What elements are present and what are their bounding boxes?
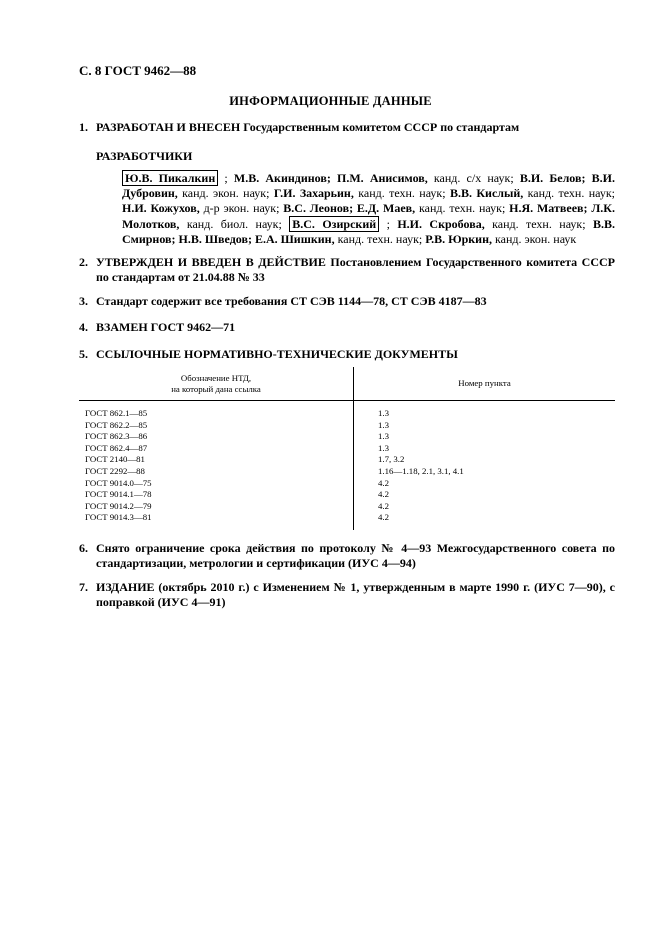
table-row [79,454,615,466]
clause-cell: 1.3 [378,408,389,418]
separator: ; [379,216,398,231]
developer-name: Н.И. Скробова, [397,216,485,231]
item-6 [79,541,615,571]
item-text: ИЗДАНИЕ (октябрь 2010 г.) с Изменением № 1, утвержденным в марте 1990 г. (ИУС 7—90), с поправкой (ИУС 4—91) [96,580,615,609]
doc-cell: ГОСТ 862.4—87 [79,443,354,455]
developer-name: Е.Д. Маев, [356,201,416,216]
developer-name-boxed: В.С. Озирский [289,216,379,232]
developer-name: Р.В. Юркин, [425,231,492,246]
developer-degree: канд. техн. наук; [353,186,450,201]
developer-degree: канд. техн. наук; [484,216,593,231]
item-text: ВЗАМЕН ГОСТ 9462—71 [96,320,236,334]
column-header-clause: Номер пункта [354,367,616,401]
developers-list [122,171,615,247]
table-row [79,489,615,501]
table-row [79,431,615,443]
column-header-line: на который дана ссылка [171,383,261,394]
developer-name: Л.К. Молотков, [122,201,615,231]
column-header-line: Обозначение НТД, [180,372,252,383]
clause-cell: 1.3 [378,419,389,430]
table-row [79,478,615,490]
developer-name: В.И. Дубровин, [122,171,615,201]
item-number: 7. [79,580,88,594]
item-text: Стандарт содержит все требования СТ СЭВ 1144—78, СТ СЭВ 4187—83 [96,294,487,308]
clause-cell: 1.7, 3.2 [378,454,405,465]
developer-name: П.М. Анисимов, [337,171,428,185]
item-2 [79,255,615,285]
document-title: ИНФОРМАЦИОННЫЕ ДАННЫЕ [229,94,432,108]
developer-degree: д-р экон. наук; [199,201,284,216]
doc-cell: ГОСТ 9014.2—79 [79,501,354,513]
developer-degree: канд. техн. наук; [523,186,616,201]
item-number: 1. [79,120,88,134]
doc-cell: ГОСТ 862.3—86 [79,431,354,443]
item-text: РАЗРАБОТАН И ВНЕСЕН Государственным комитетом СССР по стандартам [96,120,520,134]
clause-cell: 4.2 [378,512,389,523]
doc-cell: ГОСТ 2140—81 [79,454,354,466]
developer-degree: канд. экон. наук [492,231,577,246]
clause-cell: 4.2 [378,500,389,511]
item-number: 2. [79,255,88,269]
clause-cell: 4.2 [378,489,389,500]
developer-name: В.С. Леонов; [283,201,354,216]
developer-name: Н.В. Шведов; [178,231,252,246]
table-header-row [79,367,615,401]
table-row [79,443,615,455]
item-number: 6. [79,541,88,555]
clause-cell: 1.3 [378,442,389,453]
developer-name: М.В. Акиндинов; [233,171,331,185]
table-row [79,512,615,530]
developer-name-boxed: Ю.В. Пикалкин [122,170,218,186]
developers-heading: РАЗРАБОТЧИКИ [96,149,193,163]
developer-degree: канд. техн. наук; [334,231,426,246]
clause-cell: 4.2 [378,477,389,488]
doc-cell: ГОСТ 2292—88 [79,466,354,478]
page-header: С. 8 ГОСТ 9462—88 [79,63,197,78]
item-number: 3. [79,294,88,308]
doc-cell: ГОСТ 862.1—85 [79,401,354,420]
clause-cell: 1.16—1.18, 2.1, 3.1, 4.1 [378,465,464,476]
item-text: УТВЕРЖДЕН И ВВЕДЕН В ДЕЙСТВИЕ Постановлением Государственного комитета СССР по стандартам от 21.04.88 № 33 [96,255,615,284]
doc-cell: ГОСТ 862.2—85 [79,420,354,432]
doc-cell: ГОСТ 9014.0—75 [79,478,354,490]
developer-degree: канд. техн. наук; [415,201,510,216]
developer-name: В.В. Смирнов; [122,216,615,246]
item-text: Снято ограничение срока действия по протоколу № 4—93 Межгосударственного совета по стандартизации, метрологии и сертификации (ИУС 4—94) [96,541,615,570]
table-row [79,501,615,513]
table-row [79,420,615,432]
developer-degree: канд. с/х наук; [427,171,520,185]
item-number: 4. [79,320,88,334]
item-4 [79,320,615,335]
developer-name: Е.А. Шишкин, [254,231,335,246]
doc-cell: ГОСТ 9014.1—78 [79,489,354,501]
table-row [79,401,615,420]
clause-cell: 1.3 [378,431,389,442]
developer-name: В.И. Белов; [519,171,586,185]
references-table [79,367,615,530]
separator: ; [218,171,234,185]
table-row [79,466,615,478]
item-3 [79,294,615,309]
item-7 [79,580,615,610]
developer-name: Н.Я. Матвеев; [509,201,588,216]
developer-name: Н.И. Кожухов, [122,201,200,216]
developer-degree: канд. биол. наук; [179,216,290,231]
item-text: ССЫЛОЧНЫЕ НОРМАТИВНО-ТЕХНИЧЕСКИЕ ДОКУМЕНТЫ [96,347,458,361]
column-header-document [79,367,354,401]
item-5 [79,347,615,362]
item-number: 5. [79,347,88,361]
item-1 [79,120,615,135]
developer-name: В.В. Кислый, [449,186,524,201]
doc-cell: ГОСТ 9014.3—81 [79,512,354,530]
developer-degree: канд. экон. наук; [177,186,274,201]
developer-name: Г.И. Захарьин, [273,186,354,201]
